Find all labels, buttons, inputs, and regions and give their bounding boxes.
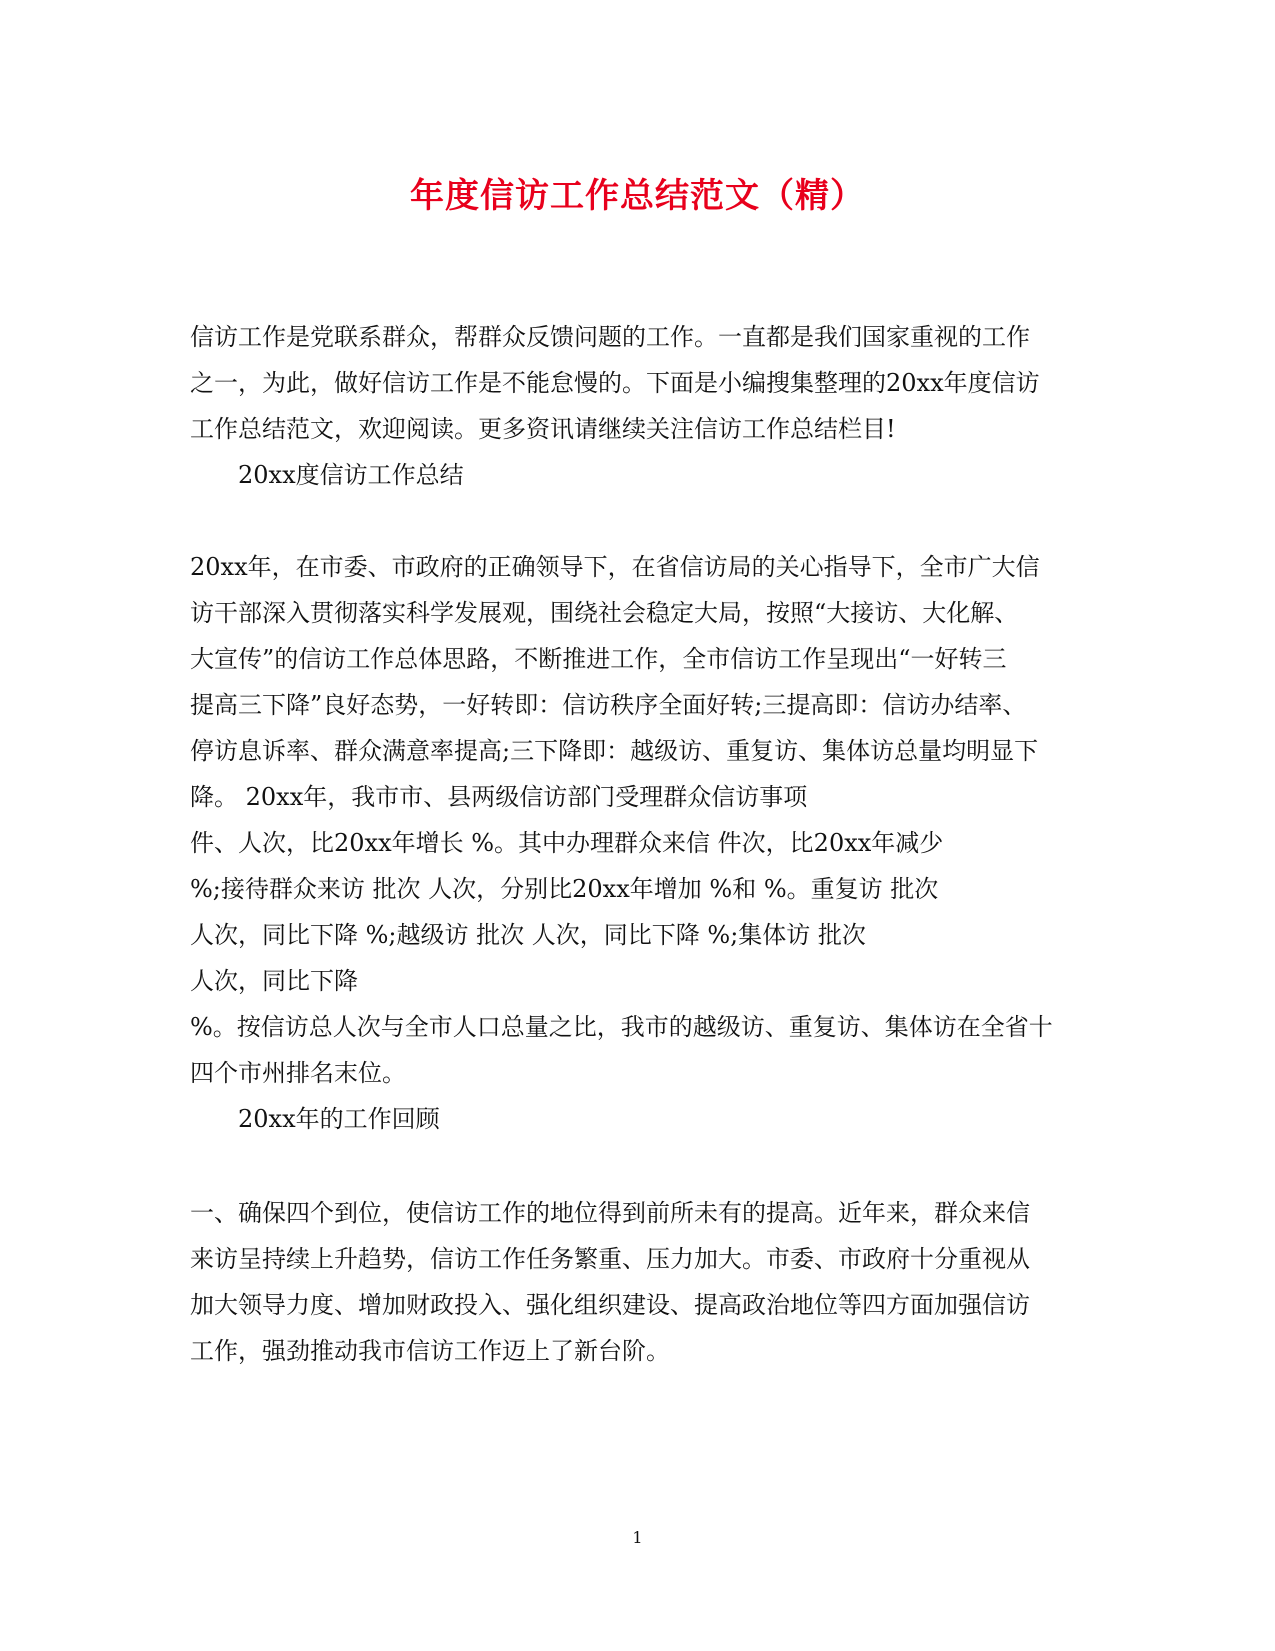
body-line: 20xx年，在市委、市政府的正确领导下，在省信访局的关心指导下，全市广大信: [190, 553, 1040, 581]
body-line: %。按信访总人次与全市人口总量之比，我市的越级访、重复访、集体访在全省十: [190, 1013, 1053, 1041]
body-line: 加大领导力度、增加财政投入、强化组织建设、提高政治地位等四方面加强信访: [190, 1291, 1030, 1319]
body-line: 件、人次，比20xx年增长 %。其中办理群众来信 件次，比20xx年减少: [190, 829, 944, 857]
body-line: 停访息诉率、群众满意率提高;三下降即：越级访、重复访、集体访总量均明显下: [190, 737, 1039, 765]
body-line: 人次，同比下降 %;越级访 批次 人次，同比下降 %;集体访 批次: [190, 921, 866, 949]
body-line: 大宣传”的信访工作总体思路，不断推进工作，全市信访工作呈现出“一好转三: [190, 645, 1007, 673]
body-line: 来访呈持续上升趋势，信访工作任务繁重、压力加大。市委、市政府十分重视从: [190, 1245, 1030, 1273]
body-line: 降。 20xx年，我市市、县两级信访部门受理群众信访事项: [190, 783, 808, 811]
body-line: 之一，为此，做好信访工作是不能怠慢的。下面是小编搜集整理的20xx年度信访: [190, 369, 1040, 397]
body-line: 信访工作是党联系群众，帮群众反馈问题的工作。一直都是我们国家重视的工作: [190, 323, 1030, 351]
body-line: 工作总结范文，欢迎阅读。更多资讯请继续关注信访工作总结栏目!: [190, 415, 896, 443]
body-line: 四个市州排名末位。: [190, 1059, 406, 1087]
body-line: 提高三下降”良好态势，一好转即：信访秩序全面好转;三提高即：信访办结率、: [190, 691, 1027, 719]
section-heading: 20xx度信访工作总结: [238, 461, 464, 489]
body-line: 人次，同比下降: [190, 967, 358, 995]
body-line: 访干部深入贯彻落实科学发展观，围绕社会稳定大局，按照“大接访、大化解、: [190, 599, 1019, 627]
section-heading: 20xx年的工作回顾: [238, 1105, 440, 1133]
body-line: 一、确保四个到位，使信访工作的地位得到前所未有的提高。近年来，群众来信: [190, 1199, 1030, 1227]
body-line: 工作，强劲推动我市信访工作迈上了新台阶。: [190, 1337, 670, 1365]
page-number: 1: [632, 1528, 643, 1547]
document-title: 年度信访工作总结范文（精）: [410, 176, 865, 216]
body-line: %;接待群众来访 批次 人次，分别比20xx年增加 %和 %。重复访 批次: [190, 875, 939, 903]
